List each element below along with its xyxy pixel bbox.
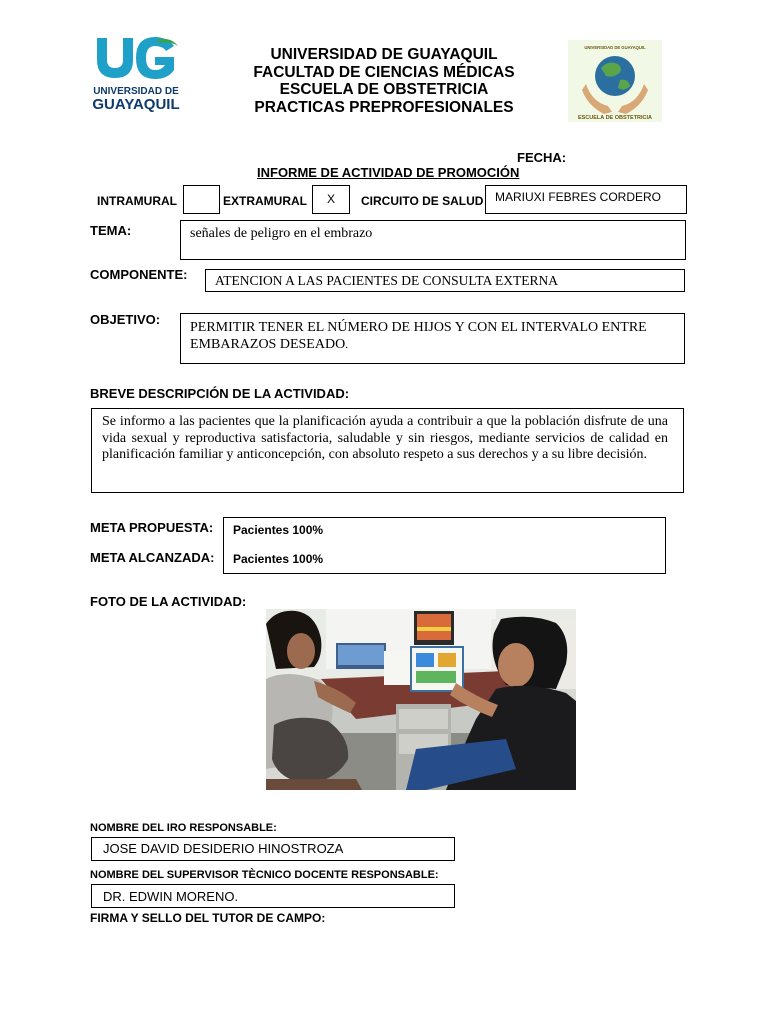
university-logo <box>88 34 184 114</box>
meta-alcanzada-label: META ALCANZADA: <box>90 550 215 565</box>
report-title: INFORME DE ACTIVIDAD DE PROMOCIÓN <box>257 165 520 180</box>
header-university: UNIVERSIDAD DE GUAYAQUIL <box>270 46 498 63</box>
svg-text:ESCUELA DE OBSTETRICIA: ESCUELA DE OBSTETRICIA <box>577 115 653 121</box>
extramural-checkbox[interactable]: X <box>312 185 350 214</box>
supervisor-label: NOMBRE DEL SUPERVISOR TÈCNICO DOCENTE RESPONSABLE: <box>90 869 439 881</box>
svg-text:UNIVERSIDAD DE: UNIVERSIDAD DE <box>93 86 179 97</box>
meta-propuesta-value: Pacientes 100% <box>233 523 324 537</box>
header-program: PRACTICAS PREPROFESIONALES <box>254 98 514 116</box>
metas-field[interactable] <box>223 517 666 574</box>
meta-alcanzada-value: Pacientes 100% <box>233 552 324 566</box>
svg-text:UNIVERSIDAD DE GUAYAQUIL: UNIVERSIDAD DE GUAYAQUIL <box>584 45 646 50</box>
circuito-field[interactable]: MARIUXI FEBRES CORDERO <box>485 185 687 214</box>
document-header <box>210 46 558 116</box>
descripcion-field[interactable]: Se informo a las pacientes que la planificación ayuda a contribuir a que la población disfrute de una vida sexual y reproductiva satisfactoria, saludable y sin riesgos, mediante servicios de calidad en planificación familiar y anticoncepción, con absoluto respeto a sus derechos y a su libre decisión. <box>91 408 684 493</box>
descripcion-label: BREVE DESCRIPCIÓN DE LA ACTIVIDAD: <box>90 386 350 401</box>
intramural-checkbox[interactable] <box>183 185 220 214</box>
objetivo-label: OBJETIVO: <box>90 312 161 327</box>
extramural-label: EXTRAMURAL <box>223 194 307 208</box>
circuito-label: CIRCUITO DE SALUD <box>361 194 484 208</box>
meta-propuesta-label: META PROPUESTA: <box>90 520 214 535</box>
iro-label: NOMBRE DEL IRO RESPONSABLE: <box>90 822 277 834</box>
componente-field[interactable]: ATENCION A LAS PACIENTES DE CONSULTA EXTERNA <box>205 269 685 292</box>
svg-text:GUAYAQUIL: GUAYAQUIL <box>92 96 180 113</box>
tema-label: TEMA: <box>90 223 132 238</box>
fecha-label: FECHA: <box>517 150 567 165</box>
firma-label: FIRMA Y SELLO DEL TUTOR DE CAMPO: <box>90 911 326 925</box>
objetivo-field[interactable]: PERMITIR TENER EL NÚMERO DE HIJOS Y CON EL INTERVALO ENTRE EMBARAZOS DESEADO. <box>180 313 685 364</box>
header-faculty: FACULTAD DE CIENCIAS MÉDICAS <box>253 63 515 81</box>
foto-label: FOTO DE LA ACTIVIDAD: <box>90 594 247 609</box>
supervisor-field[interactable]: DR. EDWIN MORENO. <box>91 884 455 908</box>
intramural-label: INTRAMURAL <box>97 194 177 208</box>
iro-field[interactable]: JOSE DAVID DESIDERIO HINOSTROZA <box>91 837 455 861</box>
header-school: ESCUELA DE OBSTETRICIA <box>279 81 489 98</box>
componente-label: COMPONENTE: <box>90 267 188 282</box>
activity-photo <box>266 609 576 790</box>
tema-field[interactable]: señales de peligro en el embrazo <box>180 220 686 260</box>
school-seal-logo <box>568 40 662 122</box>
